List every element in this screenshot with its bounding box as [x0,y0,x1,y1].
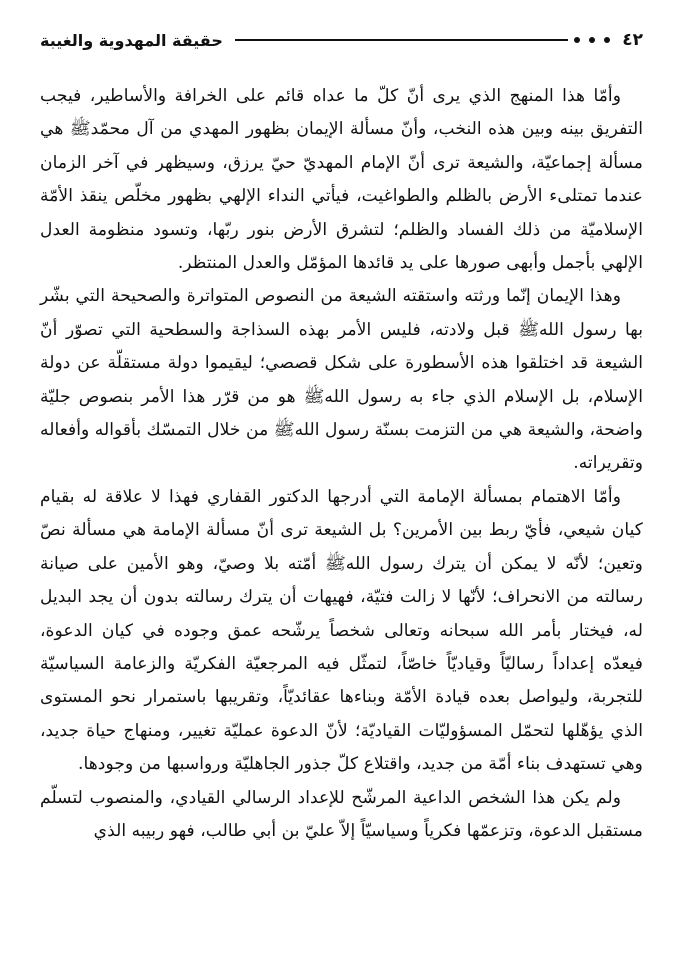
paragraph: وأمّا هذا المنهج الذي يرى أنّ كلّ ما عداه قائم على الخرافة والأساطير، فيجب التفريق بينه وبين هذه النخب، وأنّ مسألة الإيمان بظهور المهدي من آل محمّدﷺ هي مسألة إجماعيّة، والشيعة ترى أنّ الإمام المهديّ حيّ يرزق، وسيظهر في آخر الزمان عندما تمتلىء الأرض بالظلم والطواغيت، فيأتي النداء الإلهي بظهور مخلّص ينقذ الأمّة الإسلاميّة من ذلك الفساد والظلم؛ لتشرق الأرض بنور ربّها، وتسود منظومة العدل الإلهي بأجمل وأبهى صورها على يد قائدها المؤمّل والعدل المنتظر. [40,86,643,274]
paragraph: وهذا الإيمان إنّما ورثته واستقته الشيعة من النصوص المتواترة والصحيحة التي بشّر بها رسول اللهﷺ قبل ولادته، فليس الأمر بهذه السذاجة والسطحية التي تصوّر أنّ الشيعة قد اختلقوا هذه الأسطورة على شكل قصصي؛ ليقيموا دولة مستقلّة عن دولة الإسلام، بل الإسلام الذي جاء به رسول اللهﷺ هو من قرّر هذا الأمر بنصوص جليّة واضحة، والشيعة هي من التزمت بسنّة رسول اللهﷺ من خلال التمسّك بأقواله وأفعاله وتقريراته. [40,286,643,474]
page-number: ٤٢ [622,30,643,50]
running-header [40,28,643,52]
header-line [235,39,568,41]
running-title: حقيقة المهدوية والغيبة [40,30,223,50]
ornament-dot [574,37,580,43]
ornament-dot [604,37,610,43]
ornament-dot [589,37,595,43]
paragraph: وأمّا الاهتمام بمسألة الإمامة التي أدرجها الدكتور القفاري فهذا لا علاقة له بقيام كيان شيعي، فأيّ ربط بين الأمرين؟ بل الشيعة ترى أنّ مسألة الإمامة هي مسألة نصّ وتعين؛ لأنّه لا يمكن أن يترك رسول اللهﷺ أمّته بلا وصيّ، وهو الأمين على صيانة رسالته من الانحراف؛ لأنّها لا زالت فتيّة، فهيهات أن يترك رسالته بدون أن يجد البديل له، فيختار بأمر الله سبحانه وتعالى شخصاً يرشّحه عمق وجوده في كيان الدعوة، فيعدّه إعداداً رساليّاً وقياديّاً خاصّاً، لتمثّل فيه المرجعيّة الفكريّة والزعامة السياسيّة للتجربة، وليواصل بعده قيادة الأمّة وبناءها عقائديّاً، وتقريبها باستمرار نحو المستوى الذي يؤهّلها لتحمّل المسؤوليّات القياديّة؛ لأنّ الدعوة عمليّة تغيير، ومنهاج حياة جديد، وهي تستهدف بناء أمّة من جديد، واقتلاع كلّ جذور الجاهليّة ورواسبها من وجودها. [40,486,643,775]
body-text [40,80,643,848]
header-ornament-dots [574,37,610,43]
header-rule [235,37,610,43]
paragraph: ولم يكن هذا الشخص الداعية المرشّح للإعداد الرسالي القيادي، والمنصوب لتسلّم مستقبل الدعوة، وتزعمّها فكرياً وسياسيّاً إلاّ عليّ بن أبي طالب، فهو ربيبه الذي [40,787,643,841]
